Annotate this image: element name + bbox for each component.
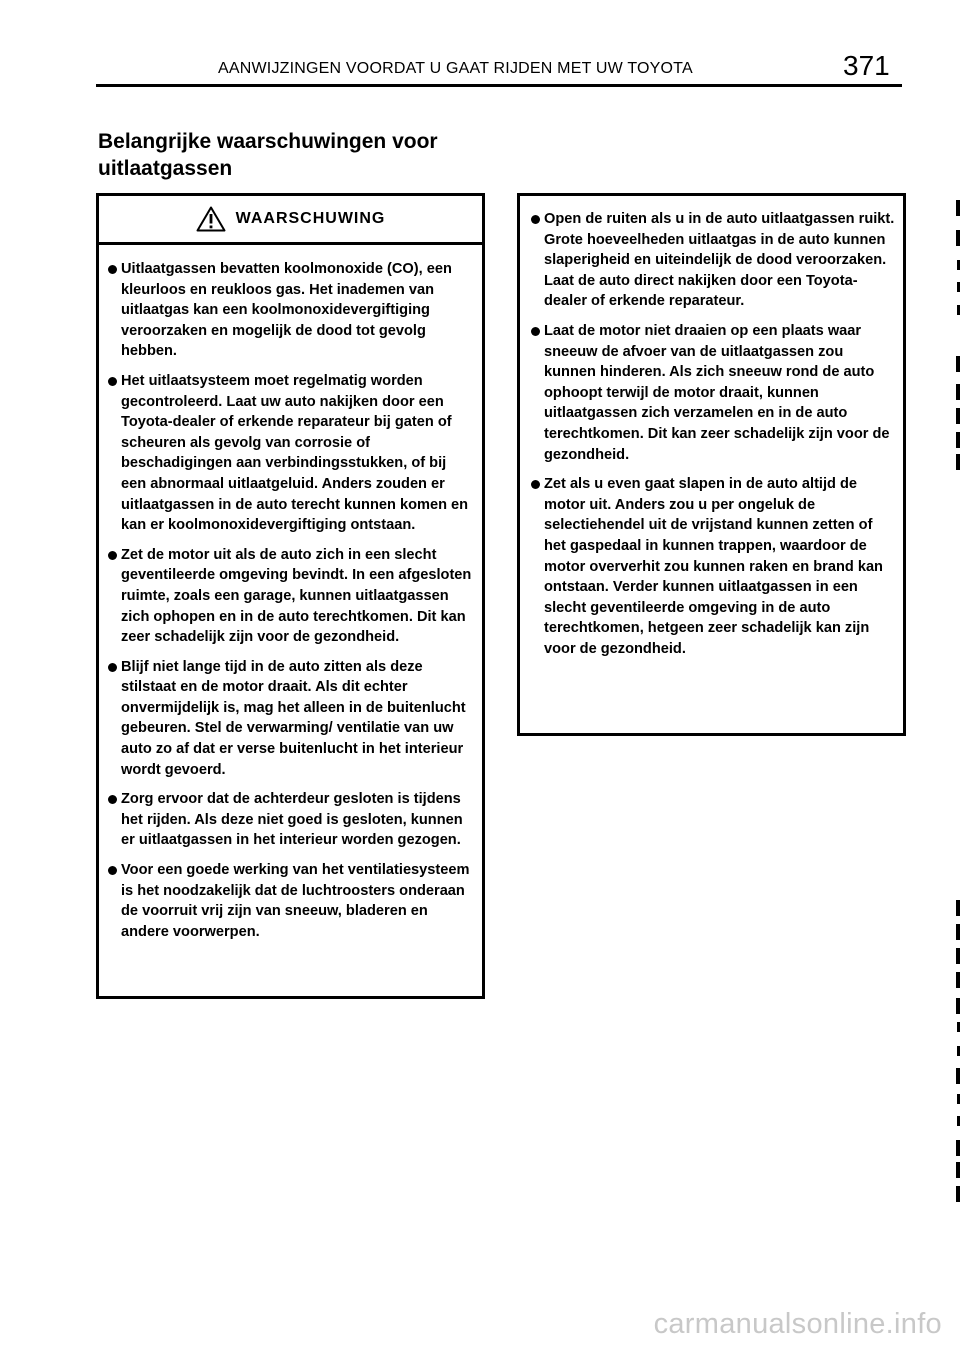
bullet-dot-icon — [108, 551, 117, 560]
warning-bullet-item — [108, 259, 474, 362]
warning-bullet-item — [108, 860, 474, 942]
warning-bullet-item — [108, 545, 474, 648]
edge-mark — [956, 408, 960, 424]
edge-mark — [956, 1068, 960, 1084]
page-number: 371 — [843, 50, 890, 81]
bullet-dot-icon — [531, 327, 540, 336]
watermark: carmanualsonline.info — [653, 1308, 942, 1340]
warning-bullet-text: Voor een goede werking van het ventilatiesysteem is het noodzakelijk dat de luchtroosters onderaan de voorruit vrij zijn van sneeuw, bladeren en andere voorwerpen. — [121, 862, 470, 940]
warning-bullet-item — [108, 371, 474, 536]
warning-label: WAARSCHUWING — [235, 210, 386, 227]
edge-mark — [956, 998, 960, 1014]
warning-bullet-item — [108, 789, 474, 851]
warning-bullet-item — [531, 474, 895, 659]
edge-mark — [956, 432, 960, 448]
warning-box-left — [96, 193, 485, 999]
edge-mark — [956, 948, 960, 964]
warning-bullet-item — [531, 209, 895, 312]
warning-bullet-text: Open de ruiten als u in de auto uitlaatgassen ruikt. Grote hoeveelheden uitlaatgas in de auto kunnen slaperigheid en uiteindelijk de dood veroorzaken. Laat de auto direct nakijken door een Toyota-dealer of erkende reparateur. — [544, 211, 895, 310]
edge-mark — [956, 454, 960, 470]
warning-list-left — [99, 245, 482, 942]
warning-bullet-item — [531, 321, 895, 465]
edge-mark — [956, 1186, 960, 1202]
bullet-dot-icon — [531, 480, 540, 489]
section-title: Belangrijke waarschuwingen voor uitlaatgassen — [98, 130, 438, 180]
warning-list-right — [520, 196, 903, 659]
warning-bullet-text: Het uitlaatsysteem moet regelmatig worden gecontroleerd. Laat uw auto nakijken door een Toyota-dealer of erkende reparateur bij gaten of scheuren als gevolg van corrosie of beschadigingen aan verbindingsstukken, of bij een abnormaal uitlaatgeluid. Anders zouden er uitlaatgassen in de auto terecht kunnen komen en kan er koolmonoxidevergiftiging ontstaan. — [121, 372, 469, 534]
header-rule — [96, 84, 902, 87]
edge-mark — [956, 1140, 960, 1156]
warning-bullet-text: Zorg ervoor dat de achterdeur gesloten is tijdens het rijden. Als deze niet goed is gesloten, kunnen er uitlaatgassen in het interieur worden gezogen. — [121, 791, 463, 849]
warning-header — [99, 196, 482, 245]
bullet-dot-icon — [108, 663, 117, 672]
bullet-dot-icon — [531, 215, 540, 224]
warning-bullet-text: Uitlaatgassen bevatten koolmonoxide (CO), een kleurloos en reukloos gas. Het inademen van uitlaatgas kan een koolmonoxidevergiftiging veroorzaken en mogelijk de dood tot gevolg hebben. — [121, 261, 452, 360]
edge-mark — [956, 356, 960, 372]
edge-mark — [956, 384, 960, 400]
warning-bullet-text: Blijf niet lange tijd in de auto zitten als deze stilstaat en de motor draait. Als dit echter onvermijdelijk is, mag het alleen in de buitenlucht gebeuren. Stel de verwarming/ ventilatie van uw auto zo af dat er verse buitenlucht in het interieur wordt gevoerd. — [121, 658, 466, 778]
edge-mark — [956, 1162, 960, 1178]
edge-mark — [956, 972, 960, 988]
warning-box-right — [517, 193, 906, 736]
edge-mark — [956, 200, 960, 216]
edge-mark — [956, 230, 960, 246]
bullet-dot-icon — [108, 866, 117, 875]
warning-bullet-text: Laat de motor niet draaien op een plaats waar sneeuw de afvoer van de uitlaatgassen zou kunnen hinderen. Als zich sneeuw rond de auto ophoopt terwijl de motor draait, kunnen uitlaatgassen zich verzamelen en in de auto terechtkomen. Dit kan zeer schadelijk zijn voor de gezondheid. — [544, 322, 890, 463]
bullet-dot-icon — [108, 795, 117, 804]
warning-bullet-text: Zet als u even gaat slapen in de auto altijd de motor uit. Anders zou u per ongeluk de selectiehendel uit de vrijstand kunnen zetten of het gaspedaal in kunnen trappen, waardoor de motor oververhit zou kunnen raken en brand kan ontstaan. Verder kunnen uitlaatgassen in een slecht geventileerde omgeving in de auto terechtkomen, hetgeen zeer schadelijk kan zijn voor de gezondheid. — [544, 476, 883, 657]
bullet-dot-icon — [108, 377, 117, 386]
warning-triangle-icon — [196, 206, 226, 232]
running-header-title: AANWIJZINGEN VOORDAT U GAAT RIJDEN MET UW TOYOTA — [218, 60, 693, 77]
bullet-dot-icon — [108, 265, 117, 274]
warning-bullet-item — [108, 657, 474, 781]
edge-mark — [956, 900, 960, 916]
warning-bullet-text: Zet de motor uit als de auto zich in een slecht geventileerde omgeving bevindt. In een afgesloten ruimte, zoals een garage, kunnen uitlaatgassen zich ophopen en in de auto terechtkomen. Dit kan zeer schadelijk zijn voor de gezondheid. — [121, 546, 472, 646]
edge-mark — [956, 924, 960, 940]
